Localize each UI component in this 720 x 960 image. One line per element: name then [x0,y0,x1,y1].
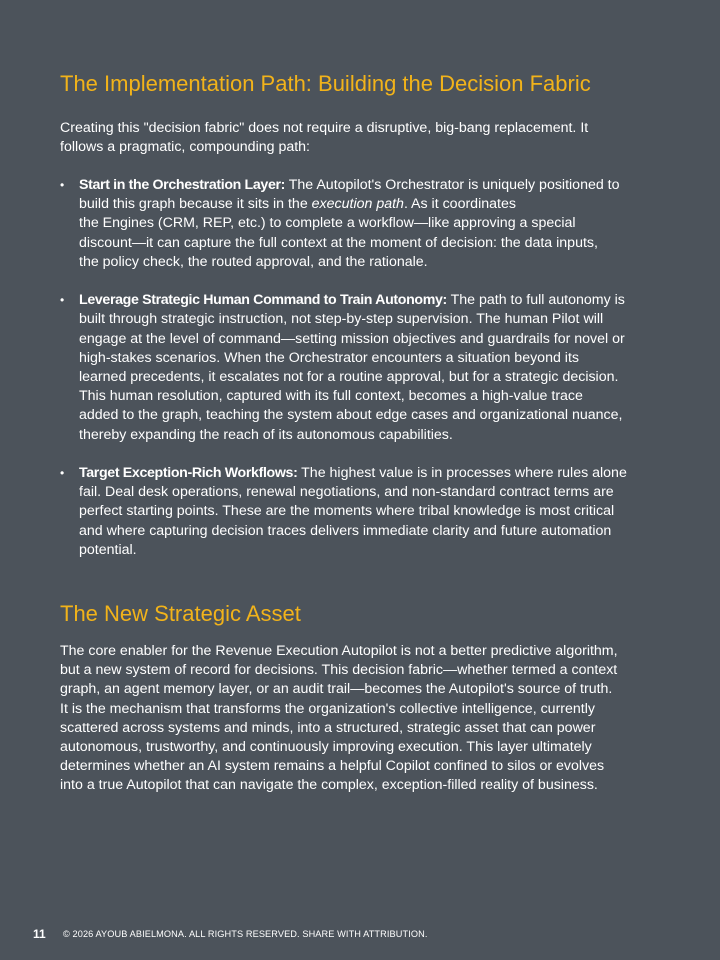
copyright-notice: © 2026 AYOUB ABIELMONA. ALL RIGHTS RESERVED. SHARE WITH ATTRIBUTION. [63,929,428,939]
bullet-dot-icon: • [60,466,65,481]
bullet-line [79,291,660,310]
bullet-lead: Target Exception-Rich Workflows: [79,465,298,482]
bullet-line: the policy check, the routed approval, and the rationale. [79,253,428,270]
intro-line: Creating this "decision fabric" does not require a disruptive, big-bang replacement. It [60,120,589,136]
paragraph-line: It is the mechanism that transforms the organization's collective intelligence, currently [60,700,595,717]
bullet-line: the Engines (CRM, REP, etc.) to complete a workflow—like approving a special [79,215,576,232]
page-number: 11 [33,927,46,941]
bullet-exception-rich-workflows [60,464,660,560]
bullet-text: The highest value is in processes where rules alone [297,465,627,482]
bullet-text: build this graph because it sits in the [79,196,312,213]
bullet-line: perfect starting points. These are the moments where tribal knowledge is most critical [79,503,615,520]
paragraph-line: into a true Autopilot that can navigate the complex, exception-filled reality of business. [60,777,598,794]
bullet-strategic-human-command [60,291,660,445]
section-heading-strategic-asset: The New Strategic Asset [60,601,301,626]
bullet-orchestration-layer [60,176,660,272]
bullet-text: . As it coordinates [403,196,516,213]
bullet-dot-icon: • [60,293,65,308]
bullet-line [79,464,660,483]
bullet-line: fail. Deal desk operations, renewal negotiations, and non-standard contract terms are [79,484,614,501]
bullet-line: discount—it can capture the full context at the moment of decision: the data inputs, [79,234,598,251]
bullet-line: engage at the level of command—setting mission objectives and guardrails for novel or [79,330,625,347]
bullet-line: potential. [79,541,137,558]
bullet-text: The Autopilot's Orchestrator is uniquely positioned to [285,177,620,193]
intro-paragraph [60,119,658,157]
paragraph-line: but a new system of record for decisions. This decision fabric—whether termed a context [60,662,618,679]
page-footer [33,926,427,942]
paragraph-line: autonomous, trustworthy, and continuously improving execution. This layer ultimately [60,739,592,756]
paragraph-line: graph, an agent memory layer, or an audit trail—becomes the Autopilot's source of truth. [60,681,613,698]
bullet-line [79,195,660,214]
bullet-line: high-stakes scenarios. When the Orchestrator encounters a situation beyond its [79,349,579,366]
strategic-asset-paragraph [60,642,658,796]
bullet-line [79,176,660,195]
bullet-lead: Leverage Strategic Human Command to Train Autonomy: [79,292,447,309]
bullet-line: learned precedents, it escalates not for a routine approval, but for a strategic decision. [79,369,619,386]
bullet-line: added to the graph, teaching the system about edge cases and organizational nuance, [79,407,623,424]
intro-line: follows a pragmatic, compounding path: [60,139,310,156]
bullet-line: This human resolution, captured with its full context, becomes a high-value trace [79,388,583,405]
implementation-bullet-list [60,176,660,579]
section-heading-implementation-path: The Implementation Path: Building the Decision Fabric [60,71,591,96]
bullet-line: thereby expanding the reach of its autonomous capabilities. [79,426,453,443]
emphasis-execution-path: execution path [311,196,404,213]
bullet-text: The path to full autonomy is [446,292,625,309]
paragraph-line: scattered across systems and minds, into a structured, strategic asset that can power [60,719,596,736]
bullet-dot-icon: • [60,178,65,192]
bullet-line: built through strategic instruction, not step-by-step supervision. The human Pilot will [79,311,604,328]
paragraph-line: determines whether an AI system remains a helpful Copilot confined to silos or evolves [60,758,605,775]
bullet-line: and where capturing decision traces delivers immediate clarity and future automation [79,522,612,539]
paragraph-line: The core enabler for the Revenue Execution Autopilot is not a better predictive algorithm, [60,643,618,659]
bullet-lead: Start in the Orchestration Layer: [79,177,286,193]
